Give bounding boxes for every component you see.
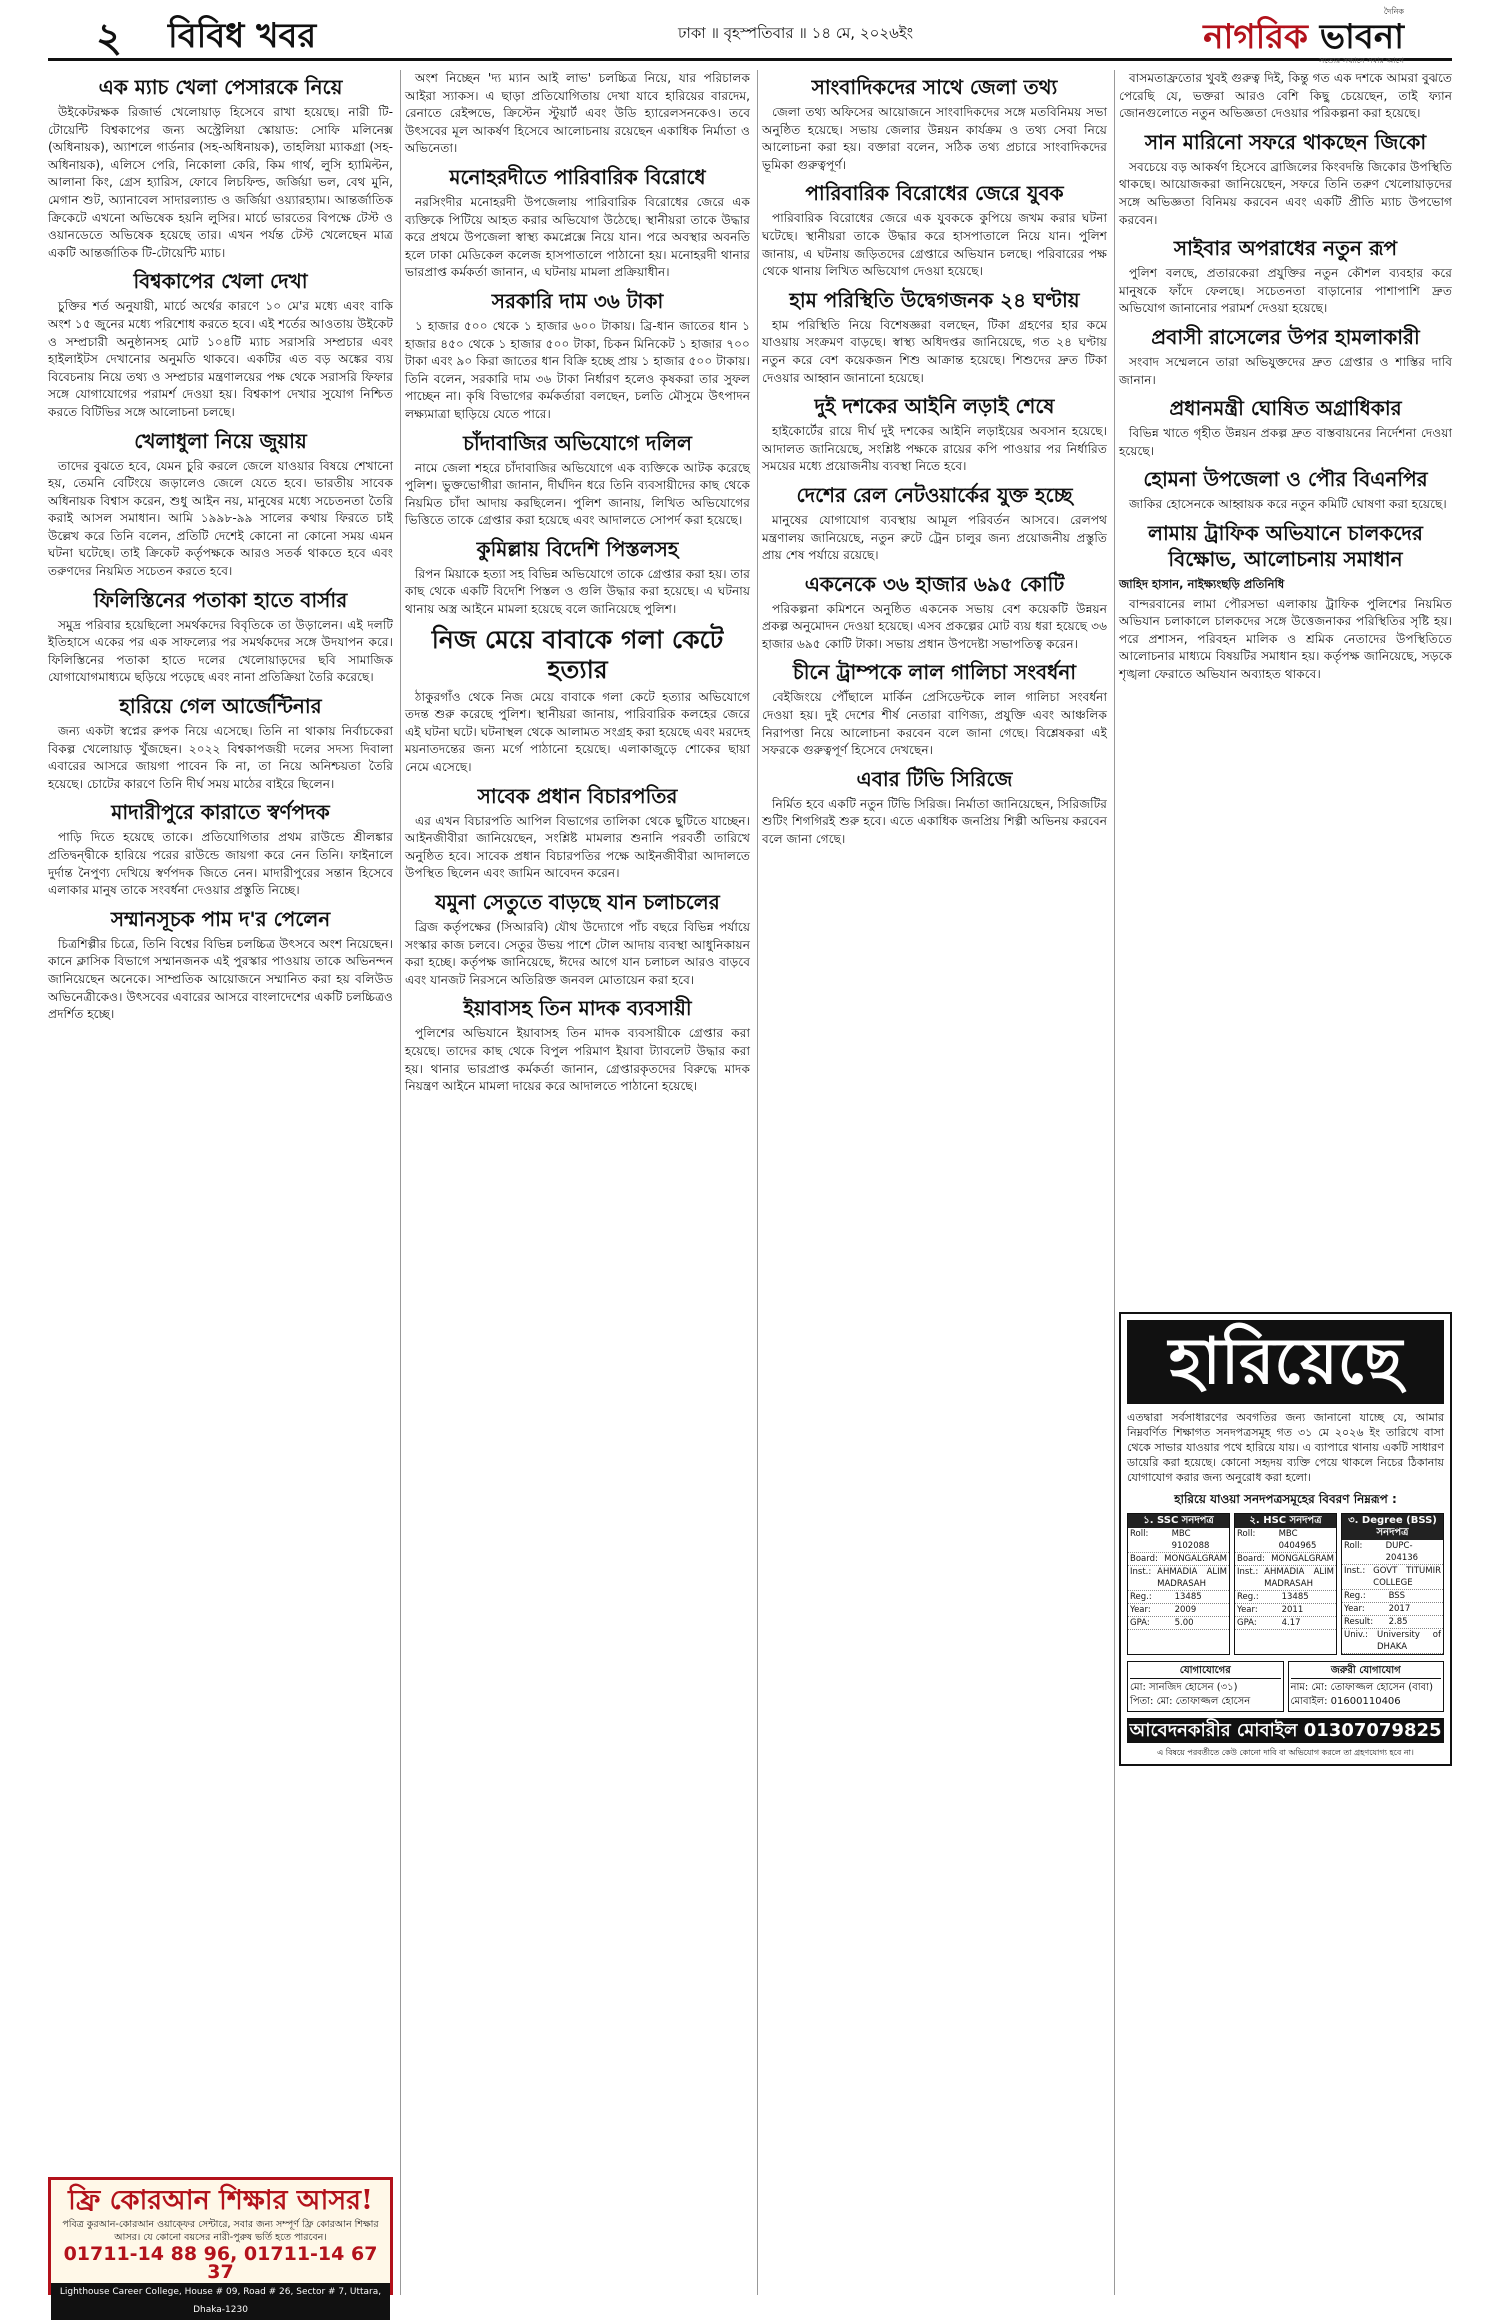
headline[interactable]: চাঁদাবাজির অভিযোগে দলিল: [463, 430, 692, 455]
field-label: Inst.:: [1237, 1566, 1259, 1577]
certificate-title: ১. SSC সনদপত্র: [1128, 1514, 1229, 1528]
field-value: 13485: [1174, 1591, 1202, 1602]
certificate-field: [1235, 1591, 1336, 1604]
headline[interactable]: সরকারি দাম ৩৬ টাকা: [491, 288, 664, 313]
story-body: মানুষের যোগাযোগ ব্যবস্থায় আমূল পরিবর্তন আসবে। রেলপথ মন্ত্রণালয় জানিয়েছে, নতুন রুটে ট্রেন চালুর জন্য প্রয়োজনীয় প্রস্তুতি প্রায় শেষ পর্যায়ে রয়েছে।: [762, 512, 1107, 563]
page-number: ২: [96, 14, 123, 61]
story-body: রিপন মিয়াকে হত্যা সহ বিভিন্ন অভিযোগে তাকে গ্রেপ্তার করা হয়। তার কাছ থেকে একটি বিদেশি পিস্তল ও গুলি উদ্ধার করা হয়েছে। এ ঘটনায় থানায় অস্ত্র আইনে মামলা হয়েছে বলে জানিয়েছে পুলিশ।: [405, 566, 750, 617]
section-title: বিবিধ খবর: [168, 16, 317, 56]
headline[interactable]: নিজ মেয়ে বাবাকে গলা কেটে হত্যার: [431, 624, 724, 684]
headline[interactable]: মাদারীপুরে কারাতে স্বর্ণপদক: [111, 800, 330, 825]
field-label: Roll:: [1237, 1528, 1256, 1539]
headline[interactable]: প্রধানমন্ত্রী ঘোষিত অগ্রাধিকার: [1169, 396, 1402, 421]
news-story: [1119, 235, 1452, 318]
certificate-field: [1342, 1629, 1443, 1654]
certificate-field: [1235, 1553, 1336, 1566]
field-value: BSS: [1388, 1590, 1406, 1601]
story-body: পরিকল্পনা কমিশনে অনুষ্ঠিত একনেক সভায় বেশ কয়েকটি উন্নয়ন প্রকল্প অনুমোদন দেওয়া হয়েছে। এসব প্রকল্পের মোট ব্যয় ধরা হয়েছে ৩৬ হাজার ৬৯৫ কোটি টাকা। সভায় প্রধান উপদেষ্টা সভাপতিত্ব করেন।: [762, 601, 1107, 651]
field-value: DUPC-204136: [1385, 1540, 1419, 1563]
certificate-field: [1128, 1566, 1229, 1591]
headline[interactable]: মনোহরদীতে পারিবারিক বিরোধে: [449, 164, 706, 189]
headline[interactable]: হাম পরিস্থিতি উদ্বেগজনক ২৪ ঘণ্টায়: [789, 287, 1080, 312]
story-body: পাড়ি দিতে হয়েছে তাকে। প্রতিযোগিতার প্রথম রাউন্ডে শ্রীলঙ্কার প্রতিদ্বন্দ্বীকে হারিয়ে পরের রাউন্ডে জায়গা করে নেন তিনি। ফাইনালে দুর্দান্ত নৈপুণ্য দেখিয়ে স্বর্ণপদক জিতে নেন। মাদারীপুরের সন্তান হিসেবে এলাকার মানুষ তাকে সংবর্ধনা দেওয়ার প্রস্তুতি নিচ্ছে।: [48, 830, 393, 898]
story-body: পুলিশের অভিযানে ইয়াবাসহ তিন মাদক ব্যবসায়ীকে গ্রেপ্তার করা হয়েছে। তাদের কাছ থেকে বিপুল পরিমাণ ইয়াবা ট্যাবলেট উদ্ধার করা হয়। থানার ভারপ্রাপ্ত কর্মকর্তা জানান, গ্রেপ্তারকৃতদের বিরুদ্ধে মাদক নিয়ন্ত্রণ আইনে মামলা দায়ের করে আদালতে পাঠানো হয়েছে।: [405, 1026, 750, 1094]
news-story: [405, 164, 750, 282]
news-story: [405, 430, 750, 530]
news-story: [405, 625, 750, 777]
news-story: [762, 659, 1107, 759]
story-body: নির্মিত হবে একটি নতুন টিভি সিরিজ। নির্মাতা জানিয়েছেন, সিরিজটির শুটিং শিগগিরই শুরু হবে। এতে একাধিক জনপ্রিয় শিল্পী অভিনয় করবেন বলে জানা গেছে।: [762, 796, 1107, 847]
notice-footnote: এ বিষয়ে পরবর্তীতে কেউ কোনো দাবি বা অভিযোগ করলে তা গ্রহণযোগ্য হবে না।: [1157, 1748, 1414, 1758]
story-body: ঠাকুরগাঁও থেকে নিজ মেয়ে বাবাকে গলা কেটে হত্যার অভিযোগে তদন্ত শুরু করেছে পুলিশ। স্থানীয়রা জানায়, পারিবারিক কলহের জেরে এই ঘটনা ঘটে। ঘটনাস্থল থেকে আলামত সংগ্রহ করা হয়েছে এবং মরদেহ ময়নাতদন্তের জন্য মর্গে পাঠানো হয়েছে। এলাকাজুড়ে শোকের ছায়া নেমে এসেছে।: [405, 689, 750, 775]
field-label: Reg.:: [1344, 1590, 1366, 1601]
field-label: Year:: [1237, 1604, 1258, 1615]
mobile-number: 01307079825: [1303, 1719, 1442, 1741]
story-body: তাদের বুঝতে হবে, যেমন চুরি করলে জেলে যাওয়ার বিষয়ে শেখানো হয়, তেমনি বেটিংয়ে জড়ালেও জেলে যেতে হবে। ভারতীয় সাবেক অধিনায়ক বিশ্বাস করেন, শুধু আইন নয়, মানুষের মধ্যে সচেতনতা তৈরি করাই আসল সমাধান। আমি ১৯৯৮-৯৯ সালের কথায় ফিরতে চাই উল্লেখ করে তিনি বলেন, প্রতিটি দেশেই কোনো না কোনো সময় এমন ঘটনা ঘটেছে। তাই ক্রিকেট কর্তৃপক্ষকে আরও সতর্ক থাকতে হবে এবং তরুণদের নিয়মিত সচেতন করতে হবে।: [48, 458, 393, 579]
column-3: [762, 70, 1107, 2295]
field-value: AHMADIA ALIM MADRASAH: [1264, 1566, 1334, 1589]
field-value: MONGALGRAM: [1164, 1553, 1227, 1564]
columns: [48, 70, 1452, 2315]
certificate-field: [1128, 1528, 1229, 1553]
field-label: Univ.:: [1344, 1629, 1368, 1640]
headline[interactable]: চীনে ট্রাম্পকে লাল গালিচা সংবর্ধনা: [792, 660, 1077, 685]
byline: জাহিদ হাসান, নাইক্ষ্যংছড়ি প্রতিনিধি: [1119, 576, 1285, 591]
headline[interactable]: পারিবারিক বিরোধের জেরে যুবক: [805, 181, 1064, 206]
certificate-field: [1235, 1604, 1336, 1617]
story-body: সবচেয়ে বড় আকর্ষণ হিসেবে ব্রাজিলের কিংবদন্তি জিকোর উপস্থিতি থাকছে। আয়োজকরা জানিয়েছেন, সফরে তিনি তরুণ খেলোয়াড়দের সঙ্গে অভিজ্ঞতা বিনিময় করবেন এবং একটি প্রীতি ম্যাচ উপভোগ করবেন।: [1119, 159, 1452, 227]
field-value: 2009: [1174, 1604, 1197, 1615]
logo-word-b: ভাবনা: [1319, 17, 1404, 57]
column-4: [1119, 70, 1452, 2295]
story-body: পারিবারিক বিরোধের জেরে এক যুবককে কুপিয়ে জখম করার ঘটনা ঘটেছে। স্থানীয়রা তাকে উদ্ধার করে হাসপাতালে নিয়ে যান। পুলিশ জানায়, এ ঘটনায় জড়িতদের গ্রেপ্তারে অভিযান চলছে। পরিবারের পক্ষ থেকে থানায় লিখিত অভিযোগ দেওয়া হয়েছে।: [762, 211, 1107, 279]
ad-subtitle: পবিত্র কুরআন-কোরআন ওয়াক্ফের সেন্টারে, সবার জন্য সম্পূর্ণ ফ্রি কোরআন শিক্ষার আসর। যে কোনো বয়সের নারী-পুরুষ ভর্তি হতে পারবেন।: [62, 2219, 379, 2243]
news-story: [48, 799, 393, 899]
news-story: [48, 587, 393, 687]
story-body: ব্রিজ কর্তৃপক্ষের (সিআরবি) যৌথ উদ্যোগে পাঁচ বছরে বিভিন্ন পর্যায়ে সংস্কার কাজ চলবে। সেতুর উভয় পাশে টোল আদায় ব্যবস্থা আধুনিকায়ন করা হচ্ছে। কর্তৃপক্ষ জানিয়েছে, ঈদের আগে যান চলাচল আরও বাড়বে এবং যানজট নিরসনে অতিরিক্ত জনবল মোতায়েন করা হবে।: [405, 920, 750, 987]
news-story: [405, 536, 750, 619]
headline[interactable]: সান মারিনো সফরে থাকছেন জিকো: [1144, 129, 1427, 154]
story-body: নরসিংদীর মনোহরদী উপজেলায় পারিবারিক বিরোধের জেরে এক ব্যক্তিকে পিটিয়ে আহত করার অভিযোগ উঠেছে। স্থানীয়রা তাকে উদ্ধার করে প্রথমে উপজেলা স্বাস্থ্য কমপ্লেক্সে নিয়ে যান। পরে অবস্থার অবনতি হলে ঢাকা মেডিকেল কলেজ হাসপাতালে পাঠানো হয়। মনোহরদী থানার ভারপ্রাপ্ত কর্মকর্তা জানান, এ ঘটনায় মামলা প্রক্রিয়াধীন।: [405, 194, 750, 280]
story-body: জেলা তথ্য অফিসের আয়োজনে সাংবাদিকদের সঙ্গে মতবিনিময় সভা অনুষ্ঠিত হয়েছে। সভায় জেলার উন্নয়ন কার্যক্রম ও তথ্য সেবা নিয়ে আলোচনা করা হয়। বক্তারা বলেন, সঠিক তথ্য প্রচারে সাংবাদিকদের ভূমিকা গুরুত্বপূর্ণ।: [762, 105, 1107, 172]
news-story: [762, 766, 1107, 849]
news-story: [762, 482, 1107, 565]
ad-title: ফ্রি কোরআন শিক্ষার আসর!: [68, 2185, 373, 2216]
headline[interactable]: সাংবাদিকদের সাথে জেলা তথ্য: [811, 75, 1058, 99]
news-story: [1119, 395, 1452, 460]
headline[interactable]: লামায় ট্রাফিক অভিযানে চালকদের বিক্ষোভ, আলোচনায় সমাধান: [1148, 520, 1423, 571]
news-story: [48, 906, 393, 1024]
masthead: [48, 0, 1452, 65]
headline[interactable]: একনেকে ৩৬ হাজার ৬৯৫ কোটি: [804, 571, 1065, 596]
news-story: [48, 74, 393, 262]
news-story: [762, 287, 1107, 387]
field-label: GPA:: [1130, 1617, 1150, 1628]
story-body: বিভিন্ন খাতে গৃহীত উন্নয়ন প্রকল্প দ্রুত বাস্তবায়নের নির্দেশনা দেওয়া হয়েছে।: [1119, 426, 1452, 458]
quran-class-ad[interactable]: [48, 2177, 393, 2315]
ad-phones[interactable]: 01711-14 88 96, 01711-14 67 37: [63, 2243, 378, 2283]
column-2: [405, 70, 750, 2295]
story-body: হাম পরিস্থিতি নিয়ে বিশেষজ্ঞরা বলছেন, টিকা গ্রহণের হার কমে যাওয়ায় সংক্রমণ বাড়ছে। স্বাস্থ্য অধিদপ্তর জানিয়েছে, গত ২৪ ঘণ্টায় নতুন করে বেশ কয়েকজন শিশু আক্রান্ত হয়েছে। শিশুদের দ্রুত টিকা দেওয়ার আহ্বান জানানো হয়েছে।: [762, 317, 1107, 385]
field-label: Board:: [1237, 1553, 1265, 1564]
news-story: [1119, 520, 1452, 684]
certificate-card: [1341, 1513, 1444, 1655]
certificate-title: ৩. Degree (BSS) সনদপত্র: [1342, 1514, 1443, 1540]
field-value: MONGALGRAM: [1271, 1553, 1334, 1564]
news-story: [762, 393, 1107, 476]
field-value: University of DHAKA: [1377, 1629, 1441, 1652]
field-value: AHMADIA ALIM MADRASAH: [1157, 1566, 1227, 1589]
logo-wordmark: [1203, 19, 1404, 55]
story-body: জাকির হোসেনকে আহ্বায়ক করে নতুন কমিটি ঘোষণা করা হয়েছে।: [1129, 497, 1447, 512]
lost-subheading: হারিয়ে যাওয়া সনদপত্রসমূহের বিবরণ নিম্নরূপ :: [1174, 1492, 1397, 1506]
field-label: Inst.:: [1344, 1565, 1366, 1576]
headline[interactable]: এবার টিভি সিরিজে: [856, 766, 1013, 791]
news-story: [405, 70, 750, 158]
headline[interactable]: সাবেক প্রধান বিচারপতির: [477, 783, 678, 808]
lost-notice-text: এতদ্বারা সর্বসাধারণের অবগতির জন্য জানানো যাচ্ছে যে, আমার নিম্নবর্ণিত শিক্ষাগত সনদপত্রসমূহ গত ৩১ মে ২০২৬ ইং তারিখে বাসা থেকে সাভার যাওয়ার পথে হারিয়ে যায়। এ ব্যাপারে থানায় একটি সাধারণ ডায়েরি করা হয়েছে। কোনো সহৃদয় ব্যক্তি পেয়ে থাকলে নিচের ঠিকানায় যোগাযোগ করার জন্য অনুরোধ করা হলো।: [1127, 1411, 1444, 1484]
certificate-field: [1342, 1616, 1443, 1629]
news-story: [1119, 466, 1452, 514]
news-story: [1119, 129, 1452, 229]
headline[interactable]: সাইবার অপরাধের নতুন রূপ: [1173, 236, 1398, 261]
field-value: 2017: [1388, 1603, 1411, 1614]
headline[interactable]: খেলাধুলা নিয়ে জুয়ায়: [134, 428, 307, 453]
field-value: 4.17: [1281, 1617, 1301, 1628]
emergency-heading: জরুরী যোগাযোগ: [1291, 1664, 1442, 1679]
headline[interactable]: সম্মানসূচক পাম দ'র পেলেন: [110, 906, 331, 931]
field-label: GPA:: [1237, 1617, 1257, 1628]
dateline: ঢাকা ॥ বৃহস্পতিবার ॥ ১৪ মে, ২০২৬ইং: [678, 24, 914, 42]
lost-banner: হারিয়েছে: [1127, 1320, 1444, 1404]
contact-father: পিতা: মো: তোফাজ্জল হোসেন: [1130, 1695, 1251, 1707]
story-body: জন্য একটা স্বপ্নের রুপক নিয়ে এসেছে। তিনি না থাকায় নির্বাচকেরা বিকল্প খেলোয়াড় খুঁজছেন। ২০২২ বিশ্বকাপজয়ী দলের সদস্য দিবালা এবারের আসরে জায়গা পাবেন কি না, তা নিয়ে অনিশ্চয়তা তৈরি হয়েছে। চোটের কারণে তিনি দীর্ঘ সময় মাঠের বাইরে ছিলেন।: [48, 724, 393, 791]
headline[interactable]: যমুনা সেতুতে বাড়ছে যান চলাচলের: [435, 890, 720, 914]
contact-name: মো: সানজিদ হোসেন (৩১): [1130, 1681, 1238, 1693]
story-body: নামে জেলা শহরে চাঁদাবাজির অভিযোগে এক ব্যক্তিকে আটক করেছে পুলিশ। ভুক্তভোগীরা জানান, দীর্ঘদিন ধরে তিনি ব্যবসায়ীদের কাছ থেকে নিয়মিত চাঁদা আদায় করছিলেন। পুলিশ জানায়, লিখিত অভিযোগের ভিত্তিতে তাকে গ্রেপ্তার করা হয়েছে এবং আদালতে সোপর্দ করা হয়েছে।: [405, 460, 750, 528]
story-body: পুলিশ বলছে, প্রতারকেরা প্রযুক্তির নতুন কৌশল ব্যবহার করে মানুষকে ফাঁদে ফেলছে। সচেতনতা বাড়ানোর পাশাপাশি দ্রুত অভিযোগ জানানোর পরামর্শ দেওয়া হয়েছে।: [1119, 266, 1452, 316]
news-story: [1119, 70, 1452, 123]
news-story: [762, 180, 1107, 280]
field-value: 5.00: [1174, 1617, 1194, 1628]
certificate-field: [1235, 1528, 1336, 1553]
certificate-field: [1128, 1553, 1229, 1566]
field-label: Reg.:: [1130, 1591, 1152, 1602]
field-value: MBC 0404965: [1278, 1528, 1317, 1551]
headline[interactable]: দুই দশকের আইনি লড়াই শেষে: [814, 394, 1055, 419]
story-body: ১ হাজার ৫০০ থেকে ১ হাজার ৬০০ টাকায়। ব্রি-ধান জাতের ধান ১ হাজার ৪৫০ থেকে ১ হাজার ৫০০ টাকা, চিকন মিনিকেট ১ হাজার ৭০০ টাকা এবং ৯০ কিরা জাতের ধান বিক্রি হচ্ছে প্রায় ১ হাজার ৫০০ টাকায়। তিনি বলেন, সরকারি দাম ৩৬ টাকা নির্ধারণ হলেও কৃষকরা তার সুফল পাচ্ছেন না। কৃষি বিভাগের কর্মকর্তারা বলছেন, চলতি মৌসুমে উৎপাদন লক্ষ্যমাত্রা ছাড়িয়ে যেতে পারে।: [405, 318, 750, 421]
news-story: [405, 288, 750, 424]
logo-top-text: দৈনিক: [1383, 7, 1404, 16]
certificate-field: [1342, 1565, 1443, 1590]
contact-box: [1127, 1661, 1284, 1712]
emergency-phone[interactable]: মোবাইল: 01600110406: [1290, 1695, 1401, 1707]
story-body: চুক্তির শর্ত অনুযায়ী, মার্চে অর্থের কারণে ১০ মে'র মধ্যে এবং বাকি অংশ ১৫ জুনের মধ্যে পরিশোধ করতে হবে। এই শর্তের আওতায় উইকেট ও সম্প্রচারী অনুষ্ঠানসহ মোট ১০৪টি ম্যাচ সরাসরি সম্প্রচার এবং হাইলাইটস দেখানোর অনুমতি থাকবে। একটির এত বড় অঙ্কের ব্যয় বিবেচনায় নিয়ে তথ্য ও সম্প্রচার মন্ত্রণালয়ের পক্ষ থেকে সরাসরি ফিফার সঙ্গে যোগাযোগের পরামর্শ দেওয়া হয়। বিশ্বকাপ দেখার সুযোগ নিশ্চিত করতে বিটিভির সঙ্গে আলোচনা চলছে।: [48, 299, 393, 419]
headline[interactable]: হোমনা উপজেলা ও পৌর বিএনপির: [1143, 467, 1428, 492]
field-label: Inst.:: [1130, 1566, 1152, 1577]
news-story: [48, 428, 393, 581]
field-label: Year:: [1344, 1603, 1365, 1614]
emergency-name: নাম: মো: তোফাজ্জল হোসেন (বাবা): [1290, 1681, 1434, 1693]
headline[interactable]: এক ম্যাচ খেলা পেসারকে নিয়ে: [98, 75, 343, 99]
headline[interactable]: হারিয়ে গেল আর্জেন্টিনার: [119, 694, 322, 719]
certificate-field: [1342, 1590, 1443, 1603]
story-body: উইকেটরক্ষক রিজার্ভ খেলোয়াড় হিসেবে রাখা হয়েছে। নারী টি-টোয়েন্টি বিশ্বকাপের জন্য অস্ট্রেলিয়া স্কোয়াড: সোফি মলিনেক্স (অধিনায়ক), অ্যাশলে গার্ডনার (সহ-অধিনায়ক), তাহলিয়া ম্যাকগ্রা (সহ-অধিনায়ক), এলিসে পেরি, নিকোলা কেরি, কিম গার্থ, লুসি হ্যামিল্টন, আলানা কিং, গ্রেস হ্যারিস, ফোবে লিচফিল্ড, জর্জিয়া ভল, বেথ মুনি, মেগান শুট, অ্যানাবেল সাদারল্যান্ড ও জর্জিয়া ওয়্যারহ্যাম। আন্তর্জাতিক ক্রিকেটে এখনো অভিষেক হয়নি লুসির। মার্চে ভারতের বিপক্ষে টেস্ট ও ওয়ানডেতে অভিষেক হয়েছে তার। এখন পর্যন্ত টেস্ট খেলেছেন মাত্র একটি আন্তর্জাতিক টি-টোয়েন্টি ম্যাচ।: [48, 105, 393, 260]
field-value: 13485: [1281, 1591, 1309, 1602]
news-story: [762, 571, 1107, 654]
story-body: বাসমতাফ্রতোর খুবই গুরুত্ব দিই, কিন্তু গত এক দশকে আমরা বুঝতে পেরেছি যে, ভক্তরা আরও বেশি কিছু চেয়েছেন, তাই ফ্যান জোনগুলোতে নতুন অভিজ্ঞতা দেওয়ার পরিকল্পনা করা হয়েছে।: [1119, 71, 1452, 121]
story-body: চিত্রশিল্পীর চিত্রে, তিনি বিশ্বের বিভিন্ন চলচ্চিত্র উৎসবে অংশ নিয়েছেন। কানে ক্লাসিক বিভাগে সম্মানজনক এই পুরস্কার পাওয়ায় তাকে অভিনন্দন জানিয়েছেন অনেকে। সাম্প্রতিক আয়োজনে সম্মানিত করা হয় বলিউড অভিনেত্রীকেও। উৎসবের এবারের আসরে বাংলাদেশের একটি চলচ্চিত্রও প্রদর্শিত হচ্ছে।: [48, 936, 393, 1022]
certificate-field: [1342, 1603, 1443, 1616]
logo-tagline: সত্যের সন্ধানে সবার আগে: [1318, 56, 1404, 65]
ad-address: Lighthouse Career College, House # 09, Road # 26, Sector # 7, Uttara, Dhaka-1230: [51, 2283, 390, 2320]
field-label: Roll:: [1130, 1528, 1149, 1539]
news-story: [405, 783, 750, 883]
lost-certificate-notice: [1119, 1312, 1452, 1766]
field-label: Reg.:: [1237, 1591, 1259, 1602]
story-body: সংবাদ সম্মেলনে তারা অভিযুক্তদের দ্রুত গ্রেপ্তার ও শাস্তির দাবি জানান।: [1119, 354, 1452, 387]
certificate-field: [1128, 1617, 1229, 1630]
headline[interactable]: বিশ্বকাপের খেলা দেখা: [133, 269, 308, 294]
applicant-mobile[interactable]: [1127, 1718, 1444, 1744]
field-label: Roll:: [1344, 1540, 1363, 1551]
certificate-field: [1235, 1617, 1336, 1630]
story-body: হাইকোর্টের রায়ে দীর্ঘ দুই দশকের আইনি লড়াইয়ের অবসান হয়েছে। আদালত জানিয়েছে, সংশ্লিষ্ট পক্ষকে রায়ের কপি পাওয়ার পর নির্ধারিত সময়ের মধ্যে প্রয়োজনীয় ব্যবস্থা নিতে হবে।: [762, 424, 1107, 474]
field-value: 2.85: [1388, 1616, 1408, 1627]
story-body: বেইজিংয়ে পৌঁছালে মার্কিন প্রেসিডেন্টকে লাল গালিচা সংবর্ধনা দেওয়া হয়। দুই দেশের শীর্ষ নেতারা বাণিজ্য, প্রযুক্তি এবং আঞ্চলিক নিরাপত্তা নিয়ে আলোচনা করবেন বলে জানা গেছে। বিশ্লেষকরা এই সফরকে গুরুত্বপূর্ণ হিসেবে দেখছেন।: [762, 690, 1107, 758]
column-1: [48, 70, 393, 2315]
field-label: Board:: [1130, 1553, 1158, 1564]
certificate-field: [1128, 1604, 1229, 1617]
headline[interactable]: কুমিল্লায় বিদেশি পিস্তলসহ: [476, 536, 679, 561]
newspaper-logo[interactable]: [1203, 6, 1404, 68]
news-story: [762, 74, 1107, 174]
story-body: সমুদ্র পরিবার হয়েছিলো সমর্থকদের বিবৃতিকে তা উড়ালেন। এই দলটি ইতিহাসে একের পর এক সাফল্যের পর সমর্থকদের সঙ্গে উদযাপন করে। ফিলিস্তিনের পতাকা হাতে দলের খেলোয়াড়দের ছবি সামাজিক যোগাযোগমাধ্যমে ছড়িয়ে পড়েছে এবং নানা প্রতিক্রিয়া তৈরি করেছে।: [48, 617, 393, 685]
certificate-field: [1235, 1566, 1336, 1591]
story-body: এর এখন বিচারপতি আপিল বিভাগের তালিকা থেকে ছুটিতে যাচ্ছেন। আইনজীবীরা জানিয়েছেন, সংশ্লিষ্ট মামলার শুনানি পরবর্তী তারিখে অনুষ্ঠিত হবে। সাবেক প্রধান বিচারপতির পক্ষে আইনজীবীরা আদালতে উপস্থিত ছিলেন এবং জামিন আবেদন করেন।: [405, 813, 750, 881]
field-value: MBC 9102088: [1171, 1528, 1210, 1551]
field-label: Result:: [1344, 1616, 1374, 1627]
headline[interactable]: দেশের রেল নেটওয়ার্কের যুক্ত হচ্ছে: [796, 482, 1073, 507]
news-story: [405, 889, 750, 989]
certificate-list: [1127, 1513, 1444, 1655]
certificate-field: [1342, 1540, 1443, 1565]
news-story: [405, 995, 750, 1095]
certificate-card: [1127, 1513, 1230, 1655]
news-story: [1119, 324, 1452, 389]
contact-row: [1127, 1661, 1444, 1712]
certificate-title: ২. HSC সনদপত্র: [1235, 1514, 1336, 1528]
certificate-field: [1128, 1591, 1229, 1604]
field-value: 2011: [1281, 1604, 1304, 1615]
certificate-card: [1234, 1513, 1337, 1655]
logo-word-a: নাগরিক: [1203, 17, 1308, 57]
story-body: বান্দরবানের লামা পৌরসভা এলাকায় ট্রাফিক পুলিশের নিয়মিত অভিযান চলাকালে চালকদের সঙ্গে উত্তেজনাকর পরিস্থিতির সৃষ্টি হয়। পরে প্রশাসন, পরিবহন মালিক ও শ্রমিক নেতাদের উপস্থিতিতে আলোচনার মাধ্যমে বিষয়টির সমাধান হয়। কর্তৃপক্ষ জানিয়েছে, সড়কে শৃঙ্খলা ফেরাতে অভিযান অব্যাহত থাকবে।: [1119, 596, 1452, 681]
field-value: GOVT TITUMIR COLLEGE: [1373, 1565, 1441, 1588]
mobile-label: আবেদনকারীর মোবাইল: [1129, 1719, 1298, 1741]
news-story: [48, 268, 393, 421]
news-story: [48, 693, 393, 793]
headline[interactable]: ফিলিস্তিনের পতাকা হাতে বার্সার: [93, 587, 348, 612]
headline[interactable]: ইয়াবাসহ তিন মাদক ব্যবসায়ী: [463, 996, 692, 1021]
story-body: অংশ নিচ্ছেন 'দ্য ম্যান আই লাভ' চলচ্চিত্র নিয়ে, যার পরিচালক আইরা স্যাকস। এ ছাড়া প্রতিযোগিতায় দেখা যাবে হারিয়ের বারদেম, রেনাতে রেইন্সভে, ক্রিস্টেন স্টুয়ার্ট এবং উডি হ্যারেলসনকেও। তবে উৎসবের মূল আকর্ষণ হিসেবে আলোচনায় রয়েছেন একাধিক নির্মাতা ও অভিনেতা।: [405, 71, 750, 156]
emergency-contact-box: [1288, 1661, 1445, 1712]
contact-heading: যোগাযোগের: [1130, 1664, 1281, 1679]
headline[interactable]: প্রবাসী রাসেলের উপর হামলাকারী: [1151, 324, 1420, 349]
field-label: Year:: [1130, 1604, 1151, 1615]
